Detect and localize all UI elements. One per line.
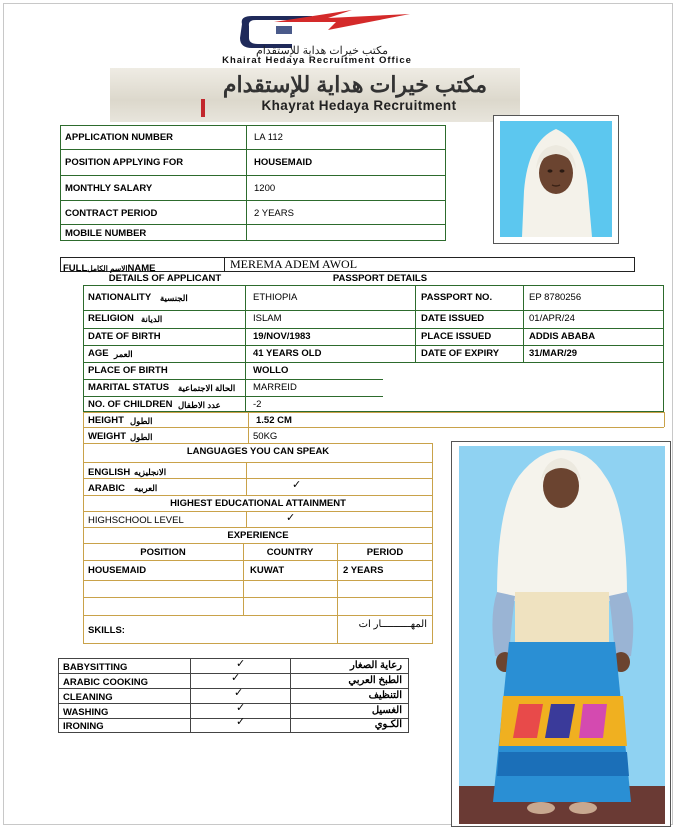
- skill-check: ✓: [236, 658, 246, 670]
- detail-value: 19/NOV/1983: [253, 331, 311, 342]
- gold-line: [83, 412, 664, 413]
- detail-label: HEIGHT: [88, 415, 124, 426]
- detail-label: MARITAL STATUS: [88, 382, 170, 393]
- passport-label: PLACE ISSUED: [421, 331, 492, 342]
- language-label: ENGLISH: [88, 467, 131, 478]
- details-col-line: [415, 285, 416, 362]
- skill-check: ✓: [236, 702, 246, 714]
- gold-line: [664, 412, 665, 427]
- detail-arabic: الجنسية: [160, 293, 188, 303]
- app-value: 2 YEARS: [254, 208, 294, 219]
- gold-line: [83, 495, 433, 496]
- passport-label: DATE OF EXPIRY: [421, 348, 500, 359]
- gold-line: [83, 543, 433, 544]
- gold-line: [83, 478, 433, 479]
- detail-value: 1.52 CM: [256, 415, 292, 426]
- logo-arabic-text: مكتب خيرات هداية للإستقدام: [255, 45, 389, 57]
- details-row-line: [83, 328, 664, 329]
- experience-cell: HOUSEMAID: [88, 565, 147, 576]
- skill-arabic: رعاية الصغار: [350, 660, 402, 671]
- experience-cell: 2 YEARS: [343, 565, 384, 576]
- experience-col-header: PERIOD: [366, 547, 404, 558]
- logo-english-text: Khairat Hedaya Recruitment Office: [222, 55, 412, 66]
- gold-line: [83, 615, 433, 616]
- banner-red-bracket: [201, 99, 205, 117]
- detail-value: 50KG: [253, 431, 278, 442]
- details-row-line: [83, 362, 664, 363]
- details-row-line: [83, 345, 664, 346]
- skills-row-line: [58, 703, 409, 704]
- gold-line: [246, 462, 247, 495]
- education-heading: HIGHEST EDUCATIONAL ATTAINMENT: [170, 498, 346, 509]
- details-row-line: [83, 310, 664, 311]
- detail-label: RELIGION: [88, 313, 134, 324]
- skills-col-line: [190, 658, 191, 733]
- gold-line: [246, 511, 247, 527]
- skill-check: ✓: [234, 687, 244, 699]
- experience-heading: EXPERIENCE: [227, 530, 289, 541]
- gold-line: [83, 597, 433, 598]
- experience-cell: KUWAT: [250, 565, 285, 576]
- gold-line: [337, 543, 338, 644]
- skill-label: IRONING: [63, 721, 104, 732]
- passport-value: ADDIS ABABA: [529, 331, 596, 342]
- banner-arabic-text: مكتب خيرات هداية للإستقدام: [222, 72, 488, 97]
- app-value: LA 112: [254, 132, 283, 143]
- detail-arabic: الحالة الاجتماعية: [178, 383, 236, 393]
- app-value: HOUSEMAID: [254, 157, 313, 168]
- detail-arabic: العمر: [114, 349, 133, 359]
- language-check: ✓: [292, 479, 302, 491]
- details-col-line: [245, 285, 246, 412]
- app-label: MOBILE NUMBER: [65, 228, 147, 239]
- skills-heading: SKILLS:: [88, 625, 125, 636]
- detail-value: MARREID: [253, 382, 297, 393]
- language-label: ARABIC: [88, 483, 125, 494]
- detail-arabic: الطول: [130, 432, 153, 442]
- detail-label: AGE: [88, 348, 109, 359]
- applicant-name: MEREMA ADEM AWOL: [230, 257, 358, 271]
- gold-line: [83, 527, 433, 528]
- passport-value: 31/MAR/29: [529, 348, 578, 359]
- gold-line: [248, 412, 249, 444]
- full-body-photo-frame: [451, 441, 671, 827]
- languages-heading: LANGUAGES YOU CAN SPEAK: [186, 446, 330, 457]
- passport-heading: PASSPORT DETAILS: [332, 273, 428, 284]
- education-label: HIGHSCHOOL LEVEL: [88, 515, 184, 526]
- gold-line: [83, 580, 433, 581]
- full-name-arabic-label: الاسم الكامل: [87, 264, 128, 273]
- passport-value: 01/APR/24: [529, 313, 575, 324]
- detail-arabic: الطول: [130, 416, 153, 426]
- app-row-line: [60, 149, 446, 150]
- detail-value: 41 YEARS OLD: [253, 348, 322, 359]
- skill-label: CLEANING: [63, 692, 113, 703]
- education-check: ✓: [286, 512, 296, 524]
- passport-label: PASSPORT NO.: [421, 292, 493, 303]
- skill-arabic: الغسيل: [371, 705, 402, 716]
- skill-arabic: الكـوي: [374, 719, 402, 730]
- skill-arabic: التنظيف: [368, 690, 402, 701]
- detail-label: NO. OF CHILDREN: [88, 399, 173, 410]
- headshot-photo-frame: [493, 115, 619, 244]
- gold-line: [83, 427, 664, 428]
- detail-value: ETHIOPIA: [253, 292, 298, 303]
- app-row-line: [60, 200, 446, 201]
- app-row-line: [60, 224, 446, 225]
- app-row-line: [60, 175, 446, 176]
- gold-line: [83, 511, 433, 512]
- experience-col-header: COUNTRY: [266, 547, 314, 558]
- details-heading: DETAILS OF APPLICANT: [108, 273, 222, 284]
- detail-label: WEIGHT: [88, 431, 126, 442]
- app-label: APPLICATION NUMBER: [65, 132, 174, 143]
- detail-arabic: الديانة: [141, 314, 163, 324]
- gold-line: [83, 412, 84, 444]
- detail-value: WOLLO: [253, 365, 289, 376]
- skill-label: BABYSITTING: [63, 662, 128, 673]
- detail-label: PLACE OF BIRTH: [88, 365, 168, 376]
- experience-col-header: POSITION: [140, 547, 186, 558]
- gold-line: [83, 462, 433, 463]
- detail-label: DATE OF BIRTH: [88, 331, 161, 342]
- skill-check: ✓: [236, 716, 246, 728]
- full-body-photo: [459, 446, 665, 824]
- app-label: CONTRACT PERIOD: [65, 208, 158, 219]
- detail-value: ISLAM: [253, 313, 282, 324]
- full-label: FULL: [63, 263, 88, 274]
- app-value: 1200: [254, 183, 276, 194]
- language-arabic: الانجليزيه: [134, 467, 167, 477]
- app-label: POSITION APPLYING FOR: [65, 157, 184, 168]
- skill-label: WASHING: [63, 707, 109, 718]
- skill-label: ARABIC COOKING: [63, 677, 148, 688]
- details-row-line: [83, 379, 383, 380]
- detail-label: NATIONALITY: [88, 292, 152, 303]
- skills-col-line: [290, 658, 291, 733]
- language-arabic: العربيه: [134, 483, 158, 493]
- name-label: NAME: [127, 263, 156, 274]
- app-label: MONTHLY SALARY: [65, 183, 153, 194]
- details-row-line: [83, 396, 383, 397]
- detail-value: -2: [253, 399, 262, 410]
- name-divider: [224, 257, 225, 272]
- passport-value: EP 8780256: [529, 292, 582, 303]
- headshot-photo: [500, 121, 612, 237]
- detail-arabic: عدد الاطفال: [178, 400, 221, 410]
- skills-arabic-heading: المهــــــــــار ات: [358, 619, 427, 630]
- details-col-line: [523, 285, 524, 362]
- passport-label: DATE ISSUED: [421, 313, 485, 324]
- skill-check: ✓: [231, 672, 241, 684]
- skill-arabic: الطبخ العربي: [348, 675, 402, 686]
- gold-line: [83, 560, 433, 561]
- banner-english-text: Khayrat Hedaya Recruitment: [261, 98, 457, 113]
